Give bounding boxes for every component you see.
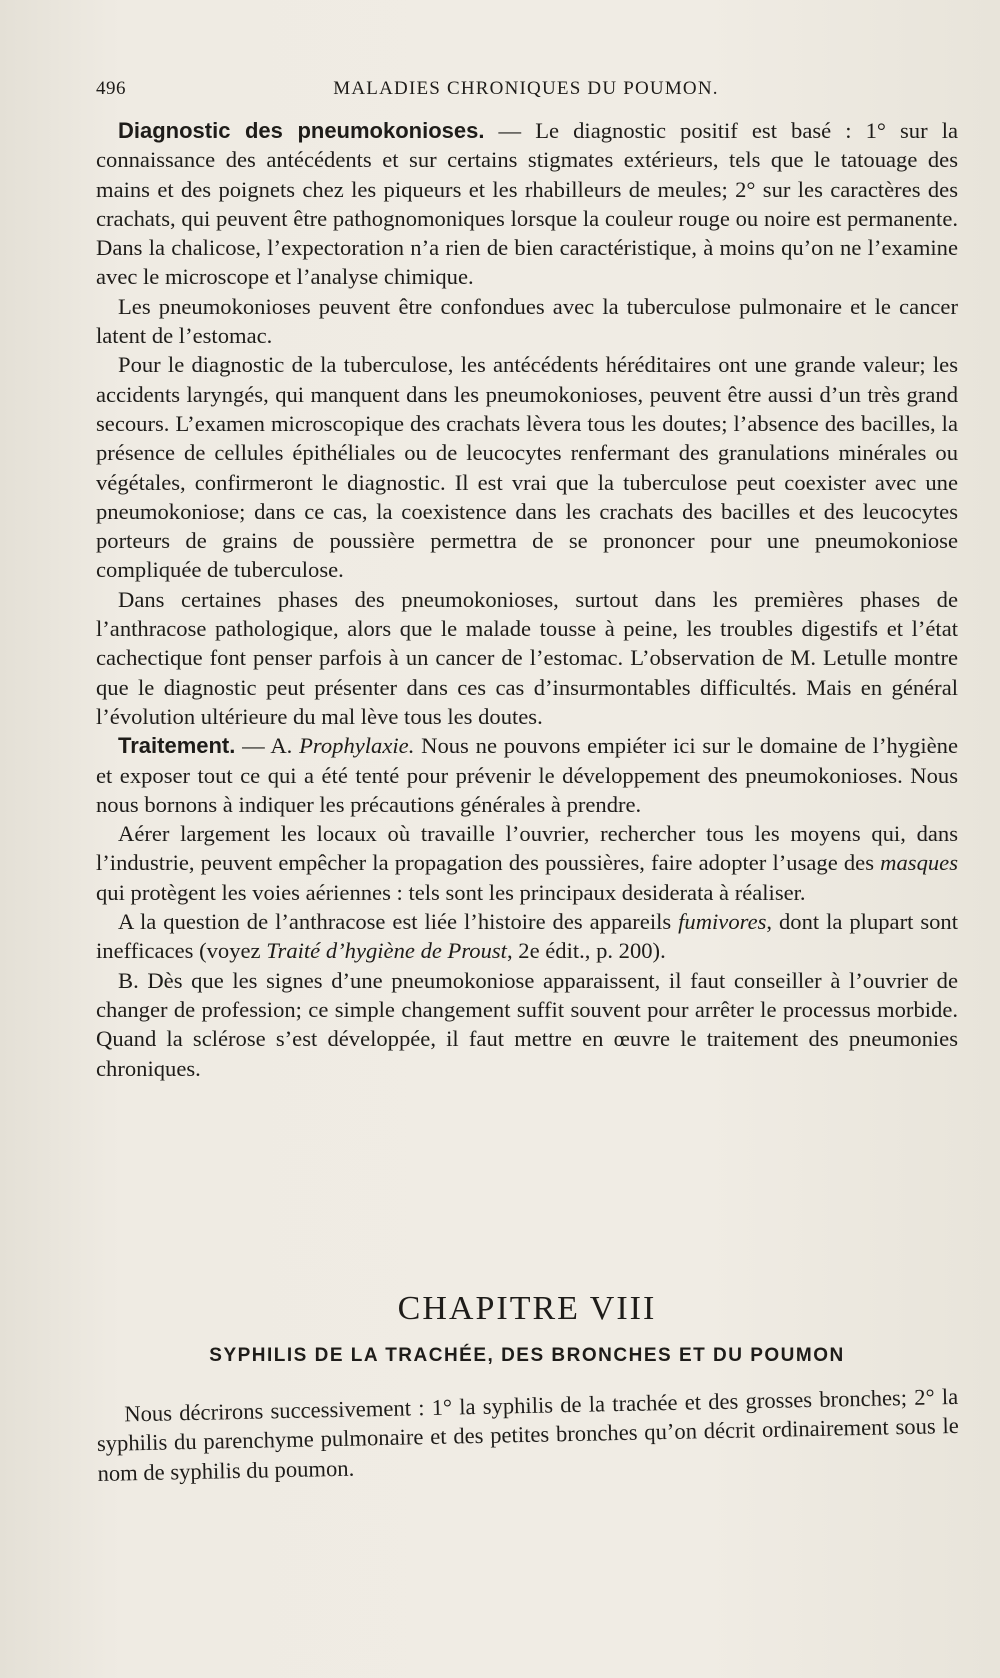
text-anthracose-end: , 2e édit., p. 200). — [506, 938, 666, 964]
paragraph-intro: Nous décrirons successivement : 1° la syphilis de la trachée et des grosses bronches; 2° la syphilis du parenchyme pulmonaire et des petites bronches qu’on décrit ordinairement sous le nom de syphilis du poumon. — [96, 1383, 959, 1486]
paragraph-tuberculose: Pour le diagnostic de la tuberculose, les antécédents héréditaires ont une grande valeur; les accidents laryngés, qui manquent dans les pneumokonioses, peuvent être aussi d’un très grand secours. L’examen microscopique des crachats lèvera tous les doutes; l’absence des bacilles, la présence de cellules épithéliales ou de leucocytes renfermant des granulations minérales ou végétales, confirmeront le diagnostic. Il est vrai que la tuberculose peut coexister avec une pneumokoniose; dans ce cas, la coexistence dans les crachats des bacilles et des leucocytes porteurs de grains de poussière permettra de se prononcer pour une pneumokoniose compliquée de tuberculose. — [96, 352, 958, 583]
text-aerer: Aérer largement les locaux où travaille l’ouvrier, rechercher tous les moyens qui, dans l’industrie, peuvent empêcher la propagation des poussières, faire adopter l’usage des — [96, 821, 958, 876]
text-fumivores: fumivores — [678, 909, 767, 935]
text-masques: masques — [880, 850, 958, 876]
text-traitement-dash: — A. — [235, 733, 300, 759]
paragraph-profession: B. Dès que les signes d’une pneumokoniose apparaissent, il faut conseiller à l’ouvrier de changer de profession; ce simple changement suffit souvent pour arrêter le processus morbide. Quand la sclérose s’est développée, il faut mettre en œuvre le traitement des pneumonies chroniques. — [96, 967, 958, 1081]
text-aerer-end: qui protègent les voies aériennes : tels sont les principaux desiderata à réaliser. — [96, 879, 806, 905]
text-anthracose: A la question de l’anthracose est liée l’histoire des appareils — [118, 909, 679, 935]
running-title: MALADIES CHRONIQUES DU POUMON. — [333, 78, 719, 99]
paragraph-traitement — [96, 731, 958, 819]
text-traite-proust: Traité d’hygiène de Proust — [266, 938, 507, 964]
body-text — [96, 116, 958, 1083]
text-traitement: Nous ne pouvons empiéter ici sur le domaine de l’hygiène et exposer tout ce qui a été tenté pour prévenir le développement des pneumokonioses. Nous nous bornons à indiquer les précautions générales à prendre. — [96, 733, 958, 817]
running-header — [96, 78, 956, 108]
heading-diagnostic: Diagnostic des pneumokonioses. — [118, 118, 485, 143]
paragraph-cancer: Dans certaines phases des pneumokonioses, surtout dans les premières phases de l’anthracose pathologique, alors que le malade tousse à peine, les troubles digestifs et l’état cachectique font penser parfois à un cancer de l’estomac. L’observation de M. Letulle montre que le diagnostic peut présenter dans ces cas d’insurmontables difficultés. Mais en général l’évolution ultérieure du mal lève tous les doutes. — [96, 586, 958, 729]
text-prophylaxie: Prophylaxie. — [299, 733, 415, 759]
heading-traitement: Traitement. — [118, 733, 236, 759]
text-anthracose-mid: , dont la plupart sont inefficaces (voyez — [96, 909, 958, 964]
paragraph-diagnostic — [96, 116, 958, 292]
paragraph-anthracose — [96, 907, 958, 966]
text-diagnostic: — Le diagnostic positif est basé : 1° sur la connaissance des antécédents et sur certains stigmates extérieurs, tels que le tatouage des mains et des poignets chez les piqueurs et les rhabilleurs de meules; 2° sur les caractères des crachats, qui peuvent être pathognomoniques lorsque la couleur rouge ou noire est permanente. Dans la chalicose, l’expectoration n’a rien de bien caractéristique, à moins qu’on ne l’examine avec le microscope et l’analyse chimique. — [96, 118, 958, 290]
chapter-title: CHAPITRE VIII — [397, 1290, 657, 1327]
paragraph-confusion: Les pneumokonioses peuvent être confondues avec la tuberculose pulmonaire et le cancer latent de l’estomac. — [96, 293, 958, 349]
chapter-subtitle: SYPHILIS DE LA TRACHÉE, DES BRONCHES ET DU POUMON — [209, 1345, 845, 1366]
chapter-intro — [96, 1382, 960, 1488]
page-number: 496 — [96, 78, 126, 99]
paragraph-aerer — [96, 819, 958, 907]
